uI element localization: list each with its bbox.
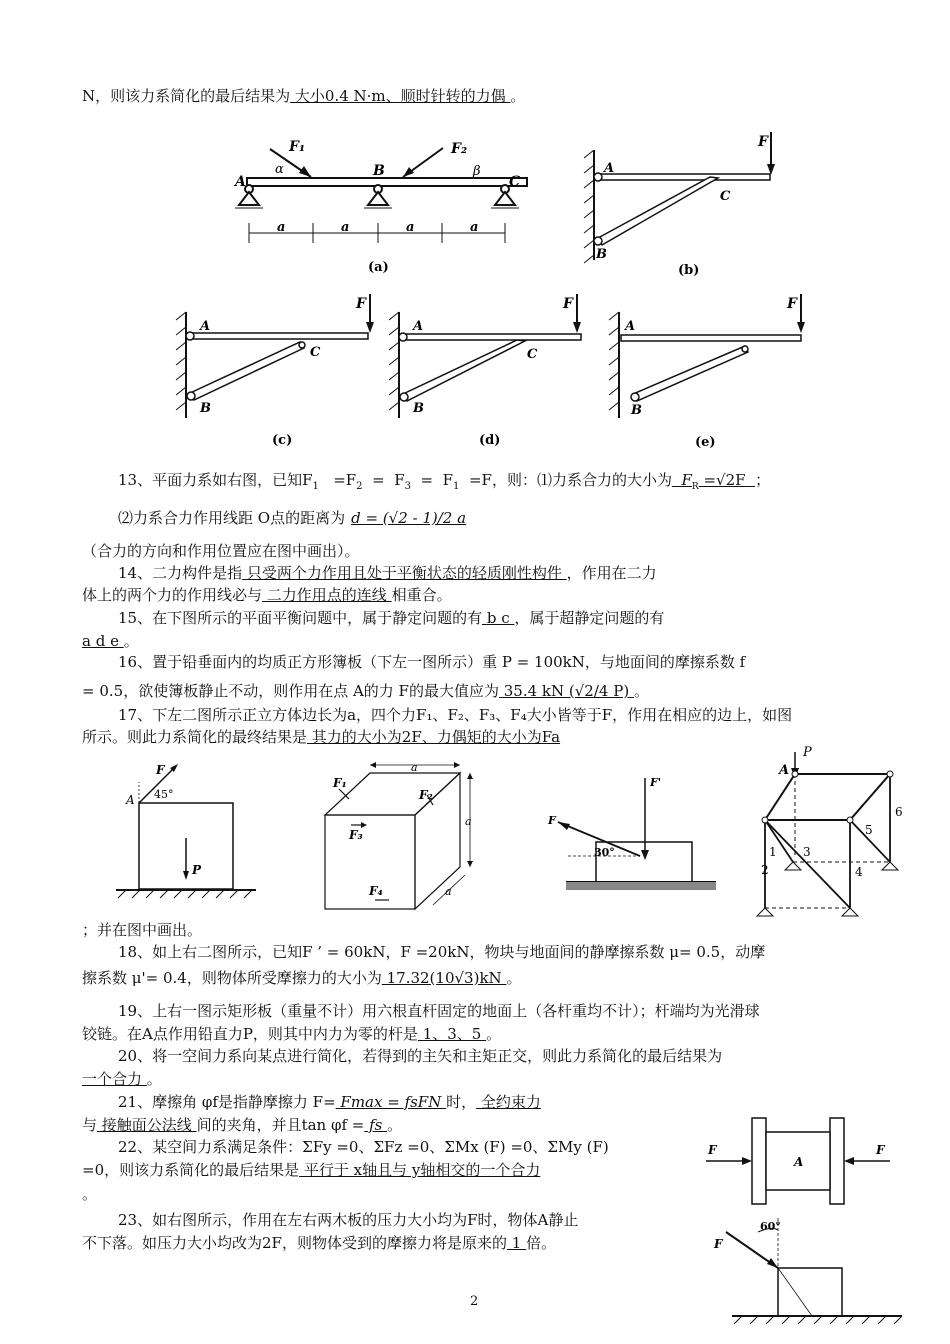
blk-label-F: F bbox=[548, 814, 556, 827]
q19-l2-pre: 铰链。在A点作用铅直力P，则其中内力为零的杆是 bbox=[82, 1025, 418, 1043]
cube-label-a-top: a bbox=[411, 761, 418, 774]
q18-line1: 18、如上右二图所示，已知F ’ = 60kN，F =20kN，物块与地面间的静摩擦系数 μ= 0.5，动摩 bbox=[118, 943, 766, 961]
label-A-c: A bbox=[200, 319, 211, 334]
label-F-d: F bbox=[563, 296, 573, 312]
q18-line2 bbox=[82, 968, 521, 988]
q20-line1: 20、将一空间力系向某点进行简化，若得到的主矢和主矩正交，则此力系简化的最后结果为 bbox=[118, 1047, 723, 1065]
q13-answer2: d = (√2 - 1)/2 a bbox=[351, 509, 467, 527]
q21-line1 bbox=[118, 1092, 541, 1112]
q23-l2-pre: 不下落。如压力大小均改为2F，则物体受到的摩擦力将是原来的 bbox=[82, 1234, 507, 1252]
figure-a-beam bbox=[225, 135, 545, 275]
label-F-c: F bbox=[356, 296, 366, 312]
cube-label-F4: F₄ bbox=[369, 884, 383, 898]
q15-l1-pre: 15、在下图所示的平面平衡问题中，属于静定问题的有 bbox=[118, 609, 483, 627]
q13-l1-pre: 13、平面力系如右图，已知F bbox=[118, 471, 313, 489]
cube-label-a-right: a bbox=[465, 815, 472, 828]
label-B-b: B bbox=[596, 247, 607, 262]
frame-label-6: 6 bbox=[895, 805, 903, 819]
q15-answer1: b c bbox=[482, 609, 515, 627]
q15-l1-post: ，属于超静定问题的有 bbox=[514, 609, 665, 627]
cube-label-F1: F₁ bbox=[333, 776, 347, 790]
frame-label-5: 5 bbox=[865, 823, 873, 837]
q21-answer1: Fmax = fsFN bbox=[335, 1093, 447, 1111]
q21-l1-pre: 21、摩擦角 φf是指静摩擦力 F= bbox=[118, 1093, 336, 1111]
q22-line1: 22、某空间力系满足条件：ΣFy =0、ΣFz =0、ΣMx (F) =0、ΣMy (F) bbox=[118, 1138, 609, 1156]
q17-answer: 其力的大小为2F、力偶矩的大小为Fa bbox=[307, 728, 561, 746]
q14-l2-pre: 体上的两个力的作用线必与 bbox=[82, 586, 263, 604]
q22-line2 bbox=[82, 1160, 540, 1180]
label-F2: F₂ bbox=[451, 141, 468, 157]
q15-line2 bbox=[82, 631, 139, 651]
q23-line1: 23、如右图所示，作用在左右两木板的压力大小均为F时，物体A静止 bbox=[118, 1211, 579, 1229]
q21-l1-mid: 时， bbox=[446, 1093, 477, 1111]
figure-block-friction bbox=[540, 770, 730, 900]
figure-d bbox=[385, 290, 595, 450]
q16-answer: 35.4 kN (√2/4 P) bbox=[498, 682, 634, 700]
q13-line2 bbox=[118, 508, 506, 528]
label-F-e: F bbox=[787, 296, 797, 312]
q14-l1-post: ，作用在二力 bbox=[566, 564, 657, 582]
q18-l2-post: 。 bbox=[506, 969, 522, 987]
sq-label-45: 45° bbox=[154, 788, 174, 801]
label-B-e: B bbox=[631, 403, 642, 418]
q23-line2 bbox=[82, 1233, 556, 1253]
q13-l1-mid: =F bbox=[333, 471, 357, 489]
blk-label-30: 30° bbox=[594, 846, 615, 859]
q21-line2 bbox=[82, 1115, 402, 1135]
q23-answer: 1 bbox=[506, 1234, 527, 1252]
figure-cube bbox=[315, 755, 485, 915]
q21-answer2: 全约束力 bbox=[476, 1093, 541, 1111]
q13-l1-tail: ； bbox=[755, 471, 771, 489]
blk60-label-60: 60° bbox=[760, 1220, 781, 1233]
label-C-d: C bbox=[527, 347, 538, 362]
q17-line3: ；并在图中画出。 bbox=[82, 921, 203, 939]
q13-line1: 13、平面力系如右图，已知$F_1$ $=F_2 = F_3 = F_1 =F$，则：⑴力系合力的大小为 $F_R =√2F$ ； bbox=[118, 471, 771, 492]
q13-answer1: $F_R =√2F$ bbox=[681, 471, 746, 492]
page-number: 2 bbox=[470, 1294, 479, 1309]
label-A-b: A bbox=[604, 161, 615, 176]
q19-answer: 1、3、5 bbox=[417, 1025, 487, 1043]
q21-answer3: 接触面公法线 bbox=[97, 1116, 197, 1134]
figure-square-plate bbox=[112, 760, 262, 900]
q16-line1: 16、置于铅垂面内的均质正方形簿板（下左一图所示）重 P = 100kN，与地面间的摩擦系数 f bbox=[118, 653, 746, 671]
label-B-d: B bbox=[413, 401, 424, 416]
sq-label-P: P bbox=[192, 863, 202, 877]
q19-line2 bbox=[82, 1024, 501, 1044]
seg-a-3: a bbox=[406, 220, 415, 235]
q22-l2-pre: =0，则该力系简化的最后结果是 bbox=[82, 1161, 300, 1179]
seg-a-2: a bbox=[341, 220, 350, 235]
header-suffix: 。 bbox=[510, 87, 526, 105]
q20-l2-post: 。 bbox=[146, 1070, 162, 1088]
boards-label-F-left: F bbox=[708, 1143, 717, 1157]
q15-line1 bbox=[118, 608, 664, 628]
q17-line1: 17、下左二图所示正立方体边长为a，四个力F₁、F₂、F₃、F₄大小皆等于F，作用在相应的边上，如图 bbox=[118, 706, 793, 724]
label-beta: β bbox=[473, 164, 481, 179]
label-alpha: α bbox=[275, 162, 284, 177]
q22-answer: 平行于 x轴且与 y轴相交的一个合力 bbox=[299, 1161, 541, 1179]
q13-ans1a: F bbox=[681, 471, 692, 489]
boards-label-F-right: F bbox=[876, 1143, 885, 1157]
caption-d: (d) bbox=[479, 433, 501, 448]
label-A: A bbox=[235, 174, 246, 190]
label-C: C bbox=[509, 174, 521, 190]
q19-line1: 19、上右一图示矩形板（重量不计）用六根直杆固定的地面上（各杆重均不计）；杆端均为光滑球 bbox=[118, 1002, 760, 1020]
q14-line2 bbox=[82, 585, 452, 605]
cube-label-F3: F₃ bbox=[349, 828, 363, 842]
label-C-b: C bbox=[720, 189, 731, 204]
q18-answer: 17.32(10√3)kN bbox=[381, 969, 507, 987]
q14-line1 bbox=[118, 563, 657, 583]
q17-l2-pre: 所示。则此力系简化的最终结果是 bbox=[82, 728, 308, 746]
q22-line3: 。 bbox=[82, 1185, 98, 1203]
blk-label-Fp: F' bbox=[650, 776, 662, 789]
q20-line2 bbox=[82, 1069, 162, 1089]
caption-e: (e) bbox=[695, 435, 716, 450]
label-A-e: A bbox=[625, 319, 636, 334]
label-C-c: C bbox=[310, 345, 321, 360]
figure-block-60 bbox=[712, 1218, 912, 1328]
caption-a: (a) bbox=[368, 260, 389, 275]
seg-a-1: a bbox=[277, 220, 286, 235]
q13-ans1b: =√2F bbox=[703, 471, 746, 489]
caption-c: (c) bbox=[272, 433, 293, 448]
q21-l2-pre: 与 bbox=[82, 1116, 98, 1134]
q14-answer2: 二力作用点的连线 bbox=[262, 586, 392, 604]
label-A-d: A bbox=[413, 319, 424, 334]
frame-label-1: 1 bbox=[769, 845, 777, 859]
q15-l2-post: 。 bbox=[123, 632, 139, 650]
q16-l2-pre: = 0.5，欲使簿板静止不动，则作用在点 A的力 F的最大值应为 bbox=[82, 682, 499, 700]
frame-label-A: A bbox=[779, 763, 790, 778]
caption-b: (b) bbox=[678, 263, 700, 278]
frame-label-P: P bbox=[803, 745, 812, 760]
q13-line3: （合力的方向和作用位置应在图中画出）。 bbox=[82, 542, 360, 560]
q21-answer4: fs bbox=[364, 1116, 388, 1134]
figure-space-frame bbox=[745, 740, 915, 925]
sq-label-F: F bbox=[156, 763, 165, 777]
header-line bbox=[82, 86, 525, 106]
q23-l2-post: 倍。 bbox=[526, 1234, 557, 1252]
frame-label-4: 4 bbox=[855, 865, 863, 879]
q20-answer: 一个合力 bbox=[82, 1070, 147, 1088]
blk60-label-F: F bbox=[714, 1237, 723, 1251]
q13-l1-end: =F，则：⑴力系合力的大小为 bbox=[468, 471, 672, 489]
figure-e bbox=[605, 290, 815, 450]
frame-label-3: 3 bbox=[803, 845, 811, 859]
cube-label-a-depth: a bbox=[445, 885, 452, 898]
q18-l2-pre: 擦系数 μ'= 0.4，则物体所受摩擦力的大小为 bbox=[82, 969, 382, 987]
header-answer: 大小0.4 N·m、顺时针转的力偶 bbox=[290, 87, 511, 105]
label-B-c: B bbox=[200, 401, 211, 416]
q15-answer2: a d e bbox=[82, 632, 124, 650]
frame-label-2: 2 bbox=[761, 863, 769, 877]
q21-l2-post: 。 bbox=[387, 1116, 403, 1134]
q19-l2-post: 。 bbox=[486, 1025, 502, 1043]
label-B: B bbox=[373, 163, 385, 179]
q13-l2-pre: ⑵力系合力作用线距 O点的距离为 bbox=[118, 509, 346, 527]
header-prefix: N，则该力系简化的最后结果为 bbox=[82, 87, 291, 105]
q14-l1-pre: 14、二力构件是指 bbox=[118, 564, 243, 582]
q14-l2-post: 相重合。 bbox=[391, 586, 452, 604]
seg-a-4: a bbox=[470, 220, 479, 235]
q17-line2 bbox=[82, 727, 560, 747]
q16-l2-post: 。 bbox=[633, 682, 649, 700]
sq-label-A: A bbox=[126, 793, 135, 807]
q14-answer1: 只受两个力作用且处于平衡状态的轻质刚性构件 bbox=[242, 564, 567, 582]
label-F1: F₁ bbox=[289, 139, 306, 155]
boards-label-A: A bbox=[794, 1155, 804, 1169]
cube-label-F2: F₂ bbox=[419, 788, 433, 802]
label-F-b: F bbox=[758, 134, 768, 150]
q21-l2-mid: 间的夹角，并且tan φf = bbox=[196, 1116, 365, 1134]
figure-b bbox=[580, 128, 780, 278]
figure-c bbox=[172, 290, 382, 450]
q16-line2 bbox=[82, 681, 649, 701]
figure-boards bbox=[700, 1110, 900, 1210]
